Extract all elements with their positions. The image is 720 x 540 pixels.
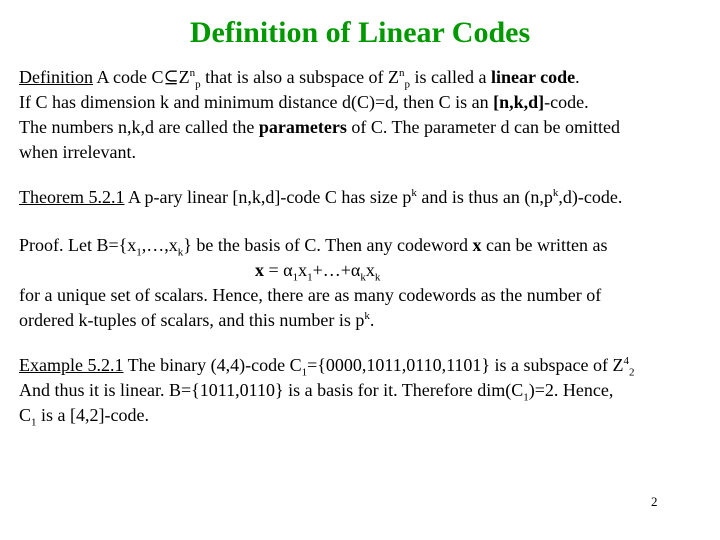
text: -code. bbox=[544, 92, 589, 112]
text: )=2. Hence, bbox=[528, 380, 614, 400]
superscript: k bbox=[552, 187, 559, 199]
definition-line-2 bbox=[19, 90, 620, 115]
linear-code-term: linear code bbox=[491, 67, 576, 87]
superscript: k bbox=[411, 187, 417, 199]
equation-x: x bbox=[255, 260, 264, 280]
codeword-x: x bbox=[472, 235, 482, 255]
superscript: n bbox=[399, 67, 405, 79]
nkd-term: [n,k,d] bbox=[493, 92, 545, 112]
proof-line-3: for a unique set of scalars. Hence, there are as many codewords as the number of bbox=[19, 285, 602, 305]
definition-block bbox=[19, 65, 620, 165]
example-line-3 bbox=[19, 403, 635, 428]
subscript: p bbox=[195, 78, 201, 91]
subscript: 1 bbox=[31, 416, 37, 429]
text: and is thus an (n,p bbox=[416, 187, 553, 207]
text: ={0000,1011,0110,1101} is a subspace of Z bbox=[307, 355, 624, 375]
text: And thus it is linear. B={1011,0110} is a basis for it. Therefore dim(C bbox=[19, 380, 524, 400]
example-label: Example 5.2.1 bbox=[19, 355, 124, 375]
subscript: 2 bbox=[629, 366, 635, 379]
subscript: 1 bbox=[307, 271, 313, 284]
text: . bbox=[369, 310, 375, 330]
text: x bbox=[365, 260, 375, 280]
example-block bbox=[19, 353, 635, 428]
text: ordered k-tuples of scalars, and this number is p bbox=[19, 310, 365, 330]
subscript: 1 bbox=[523, 391, 529, 404]
subscript: p bbox=[404, 78, 411, 91]
alpha-symbol: α bbox=[350, 260, 361, 280]
definition-line-4: when irrelevant. bbox=[19, 142, 136, 162]
definition-label: Definition bbox=[19, 67, 93, 87]
text: . bbox=[575, 67, 580, 87]
theorem-block bbox=[19, 185, 622, 210]
text: Proof. Let B={x bbox=[19, 235, 137, 255]
text: } be the basis of C. Then any codeword bbox=[183, 235, 473, 255]
superscript: 4 bbox=[623, 355, 629, 367]
text: is a [4,2]-code. bbox=[36, 405, 149, 425]
example-line-1 bbox=[19, 353, 635, 378]
text: ,…,x bbox=[141, 235, 178, 255]
text: The numbers n,k,d are called the bbox=[19, 117, 259, 137]
text: x bbox=[298, 260, 308, 280]
definition-line-1 bbox=[19, 65, 620, 90]
text: A p-ary linear [n,k,d]-code C has size p bbox=[124, 187, 412, 207]
proof-equation bbox=[19, 258, 607, 283]
text: If C has dimension k and minimum distance d(C)=d, then C is an bbox=[19, 92, 494, 112]
subscript: k bbox=[360, 271, 366, 284]
parameters-term: parameters bbox=[258, 117, 347, 137]
subscript: 1 bbox=[136, 246, 142, 259]
proof-block bbox=[19, 233, 607, 333]
text: ,d)-code. bbox=[558, 187, 623, 207]
page-number: 2 bbox=[651, 494, 658, 509]
text: = bbox=[264, 260, 284, 280]
text: The binary (4,4)-code C bbox=[123, 355, 302, 375]
proof-line-1 bbox=[19, 233, 607, 258]
text: that is also a subspace of Z bbox=[200, 67, 400, 87]
subscript: 1 bbox=[292, 271, 299, 284]
definition-line-3 bbox=[19, 115, 620, 140]
text: can be written as bbox=[481, 235, 608, 255]
subscript: 1 bbox=[301, 366, 308, 379]
example-line-2 bbox=[19, 378, 635, 403]
superscript: k bbox=[364, 310, 370, 322]
text: of C. The parameter d can be omitted bbox=[346, 117, 620, 137]
superscript: n bbox=[189, 67, 196, 79]
alpha-symbol: α bbox=[283, 260, 293, 280]
subscript: k bbox=[177, 246, 184, 259]
text: A code C bbox=[93, 67, 164, 87]
text: +…+ bbox=[312, 260, 351, 280]
text: Z bbox=[178, 67, 190, 87]
theorem-label: Theorem 5.2.1 bbox=[19, 187, 125, 207]
proof-line-4 bbox=[19, 308, 607, 333]
subscript: k bbox=[374, 271, 381, 284]
subset-symbol: ⊆ bbox=[163, 67, 179, 87]
theorem-line bbox=[19, 185, 622, 210]
slide-title: Definition of Linear Codes bbox=[189, 16, 531, 49]
text: is called a bbox=[410, 67, 492, 87]
text: C bbox=[19, 405, 32, 425]
